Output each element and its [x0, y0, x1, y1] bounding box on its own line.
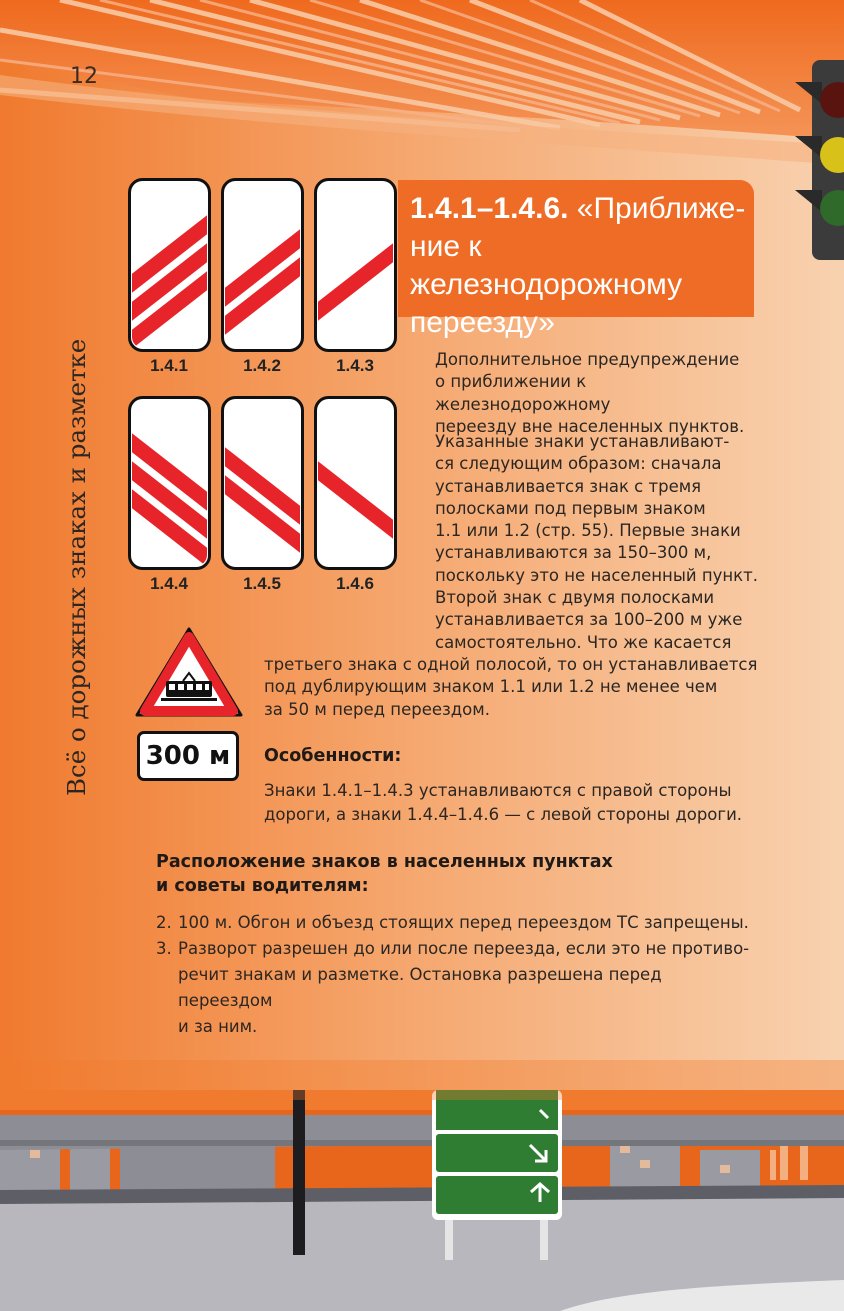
railway-approach-sign: [314, 396, 397, 570]
sign-label: 1.4.6: [336, 574, 374, 593]
railway-approach-sign: [221, 178, 304, 352]
body-line: самостоятельно. Что же касается: [435, 632, 732, 652]
sign-label: 1.4.3: [336, 356, 374, 375]
list-item-number: 3.: [156, 939, 172, 958]
body-line: Указанные знаки устанавливают-: [435, 432, 730, 451]
body-text: [435, 431, 765, 654]
title-line-2: ние к железнодорожному: [410, 230, 683, 301]
list-item: [156, 936, 756, 1040]
intro-line: переезду вне населенных пунктов.: [435, 416, 745, 436]
body-line: ся следующим образом: сначала: [435, 454, 722, 474]
features-line: дороги, а знаки 1.4.4–1.4.6 — с левой стороны дороги.: [264, 805, 743, 824]
body-line: полосками под первым знаком: [435, 498, 706, 518]
body-wide-line: под дублирующим знаком 1.1 или 1.2 не менее чем: [264, 677, 718, 697]
tram-warning-sign: [133, 625, 245, 721]
features-text: [264, 779, 764, 827]
sign-label: 1.4.2: [243, 356, 281, 375]
section-title: [410, 190, 750, 342]
body-wide-line: третьего знака с одной полосой, то он устанавливается: [264, 655, 758, 674]
list-item-number: 2.: [156, 913, 172, 932]
railway-approach-sign: [314, 178, 397, 352]
distance-plate: 300 м: [137, 731, 239, 781]
intro-text: [435, 349, 765, 438]
body-wide-line: за 50 м перед переездом.: [264, 699, 490, 719]
body-line: поскольку это не населенный пункт.: [435, 565, 759, 585]
side-title: Всё о дорожных знаках и разметке: [62, 338, 91, 796]
sign-label: 1.4.1: [150, 356, 188, 375]
body-line: 1.1 или 1.2 (стр. 55). Первые знаки: [435, 521, 741, 541]
list-item: [156, 910, 756, 936]
title-bold: 1.4.1–1.4.6.: [410, 192, 569, 225]
list-item-line: 100 м. Обгон и объезд стоящих перед переездом ТС запрещены.: [178, 913, 749, 932]
body-wide-text: [264, 654, 764, 721]
placement-heading-line: Расположение знаков в населенных пунктах: [156, 852, 613, 872]
page-number: 12: [70, 64, 98, 89]
intro-line: Дополнительное предупреждение: [435, 350, 740, 369]
features-line: Знаки 1.4.1–1.4.3 устанавливаются с правой стороны: [264, 781, 732, 800]
list-item-line: и за ним.: [178, 1017, 258, 1036]
sign-label: 1.4.4: [150, 574, 188, 593]
body-line: устанавливается за 100–200 м уже: [435, 610, 743, 630]
placement-heading: [156, 850, 716, 898]
title-line-1: «Приближе-: [568, 192, 746, 225]
placement-heading-line: и советы водителям:: [156, 876, 369, 896]
body-line: устанавливается знак с тремя: [435, 476, 702, 496]
features-heading: Особенности:: [264, 746, 402, 766]
intro-line: о приближении к железнодорожному: [435, 372, 611, 414]
sign-label: 1.4.5: [243, 574, 281, 593]
body-line: устанавливаются за 150–300 м,: [435, 543, 712, 563]
railway-approach-sign: [128, 178, 211, 352]
list-item-line: речит знакам и разметке. Остановка разрешена перед переездом: [178, 965, 662, 1010]
list-item-line: Разворот разрешен до или после переезда, если это не противо-: [178, 939, 750, 958]
road-scene-illustration: [0, 1090, 844, 1311]
title-line-3: переезду»: [410, 306, 555, 339]
railway-approach-sign: [128, 396, 211, 570]
railway-approach-sign: [221, 396, 304, 570]
body-line: Второй знак с двумя полосками: [435, 588, 715, 608]
